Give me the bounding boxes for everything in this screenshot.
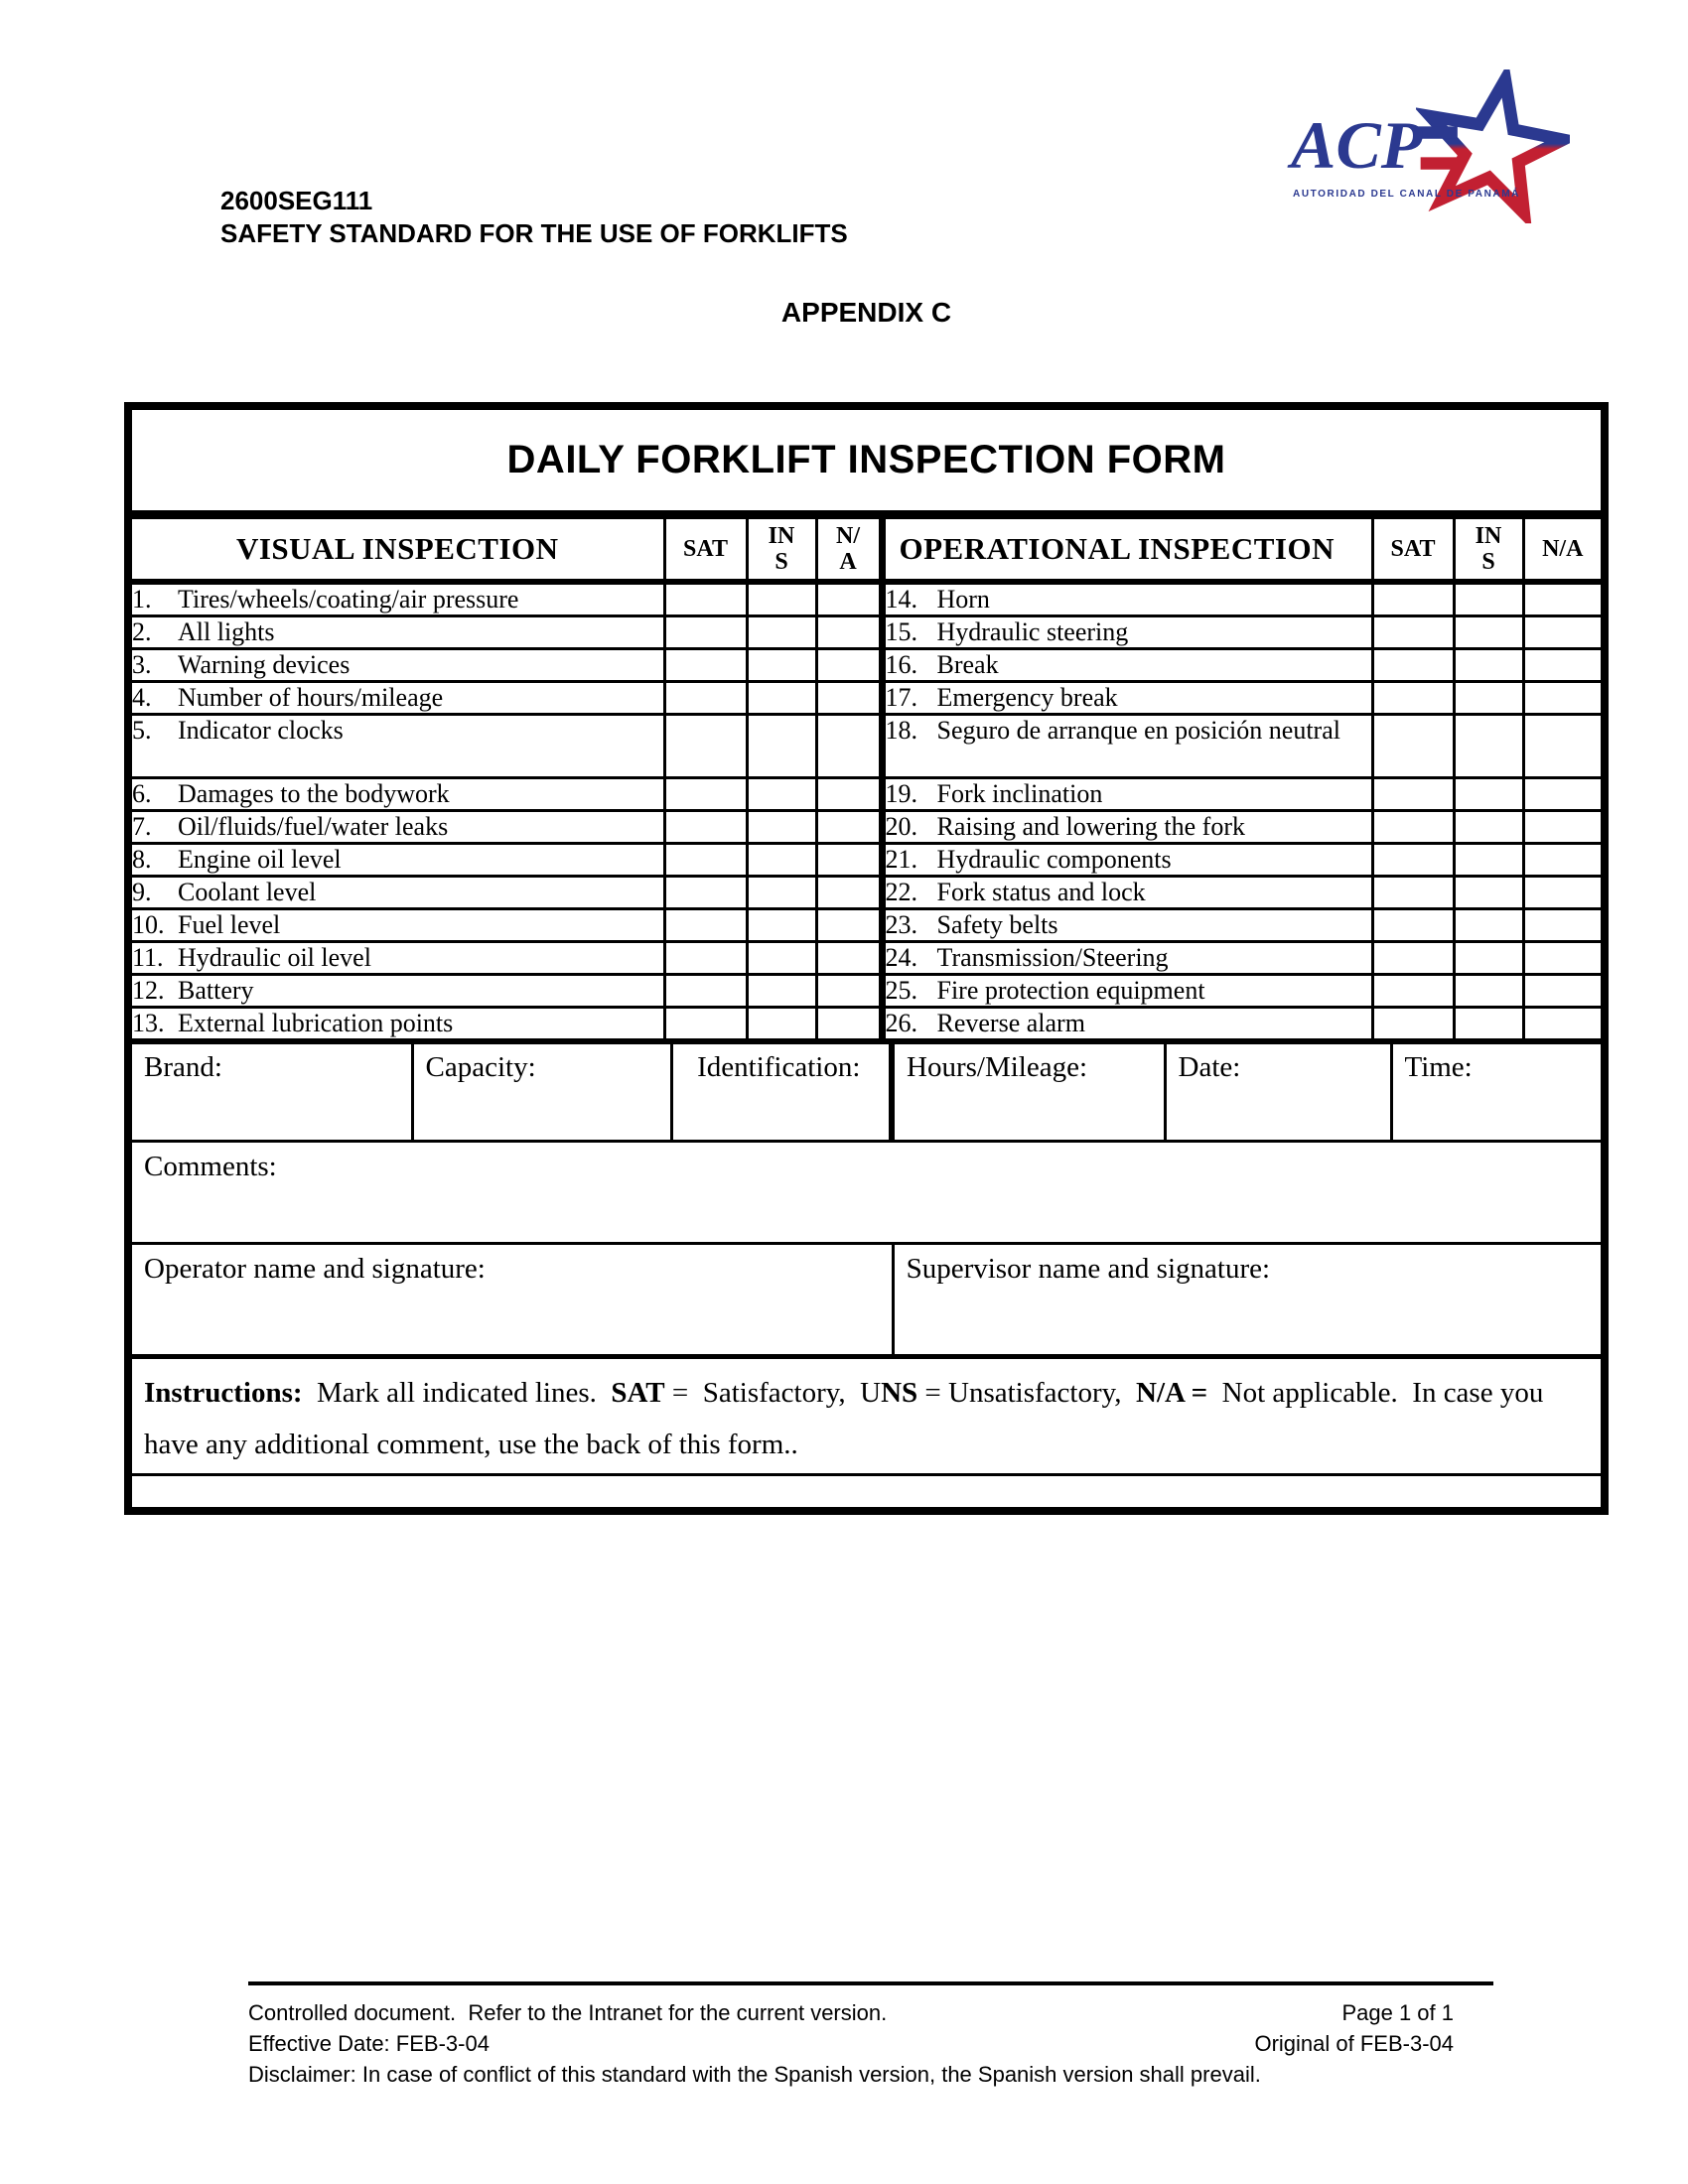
instructions: Instructions: Mark all indicated lines. SAT = Satisfactory, UNS = Unsatisfactory, N/A = Not applicable. In case you have any additional comment, use the back of this form..: [132, 1354, 1601, 1473]
table-row: [132, 1007, 1601, 1039]
sat-cell[interactable]: [1372, 648, 1454, 681]
operational-item-label: 15. Hydraulic steering: [882, 615, 1372, 648]
sat-cell[interactable]: [1372, 615, 1454, 648]
na-cell[interactable]: [1523, 908, 1601, 941]
ins-cell[interactable]: [747, 1007, 816, 1039]
table-row: [132, 908, 1601, 941]
ins-cell[interactable]: [1454, 1007, 1523, 1039]
na-cell[interactable]: [816, 714, 882, 777]
na-cell[interactable]: [1523, 974, 1601, 1007]
operational-item-label: 14. Horn: [882, 582, 1372, 616]
operational-item-label: 19. Fork inclination: [882, 777, 1372, 810]
ins-cell[interactable]: [747, 648, 816, 681]
operational-item-label: 16. Break: [882, 648, 1372, 681]
sat-cell[interactable]: [664, 876, 747, 908]
form-title: DAILY FORKLIFT INSPECTION FORM: [506, 438, 1226, 481]
hours-mileage-field[interactable]: Hours/Mileage:: [892, 1042, 1165, 1141]
sat-cell[interactable]: [664, 615, 747, 648]
blank-row: [132, 1473, 1601, 1508]
ins-cell[interactable]: [1454, 714, 1523, 777]
na-cell[interactable]: [816, 582, 882, 616]
ins-cell[interactable]: [1454, 908, 1523, 941]
sat-cell[interactable]: [1372, 681, 1454, 714]
na-cell[interactable]: [816, 615, 882, 648]
original-date: Original of FEB-3-04: [1254, 2031, 1454, 2056]
footer-line-3: [248, 2059, 1493, 2090]
ins-cell[interactable]: [1454, 974, 1523, 1007]
sat-cell[interactable]: [1372, 941, 1454, 974]
supervisor-signature-field[interactable]: [895, 1245, 1601, 1354]
info-fields-row: [132, 1042, 1601, 1141]
sat-cell[interactable]: [664, 714, 747, 777]
acp-star-icon: [1416, 69, 1570, 223]
sat-header: SAT: [1372, 518, 1454, 582]
ins-cell[interactable]: [1454, 777, 1523, 810]
visual-item-label: 3. Warning devices: [132, 648, 664, 681]
na-cell[interactable]: [1523, 876, 1601, 908]
effective-date: Effective Date: FEB-3-04: [248, 2031, 490, 2056]
ins-cell[interactable]: [747, 908, 816, 941]
na-cell[interactable]: [816, 941, 882, 974]
na-cell[interactable]: [816, 648, 882, 681]
sat-cell[interactable]: [664, 974, 747, 1007]
ins-cell[interactable]: [747, 810, 816, 843]
sat-cell[interactable]: [1372, 908, 1454, 941]
na-header: N/ A: [816, 518, 882, 582]
appendix-label: APPENDIX C: [780, 297, 952, 328]
ins-cell[interactable]: [1454, 681, 1523, 714]
sat-cell[interactable]: [664, 941, 747, 974]
page-footer: [248, 1997, 1493, 2090]
visual-item-label: 12. Battery: [132, 974, 664, 1007]
operational-inspection-header: OPERATIONAL INSPECTION: [882, 518, 1372, 582]
sat-cell[interactable]: [664, 810, 747, 843]
operator-signature-label: Operator name and signature:: [144, 1252, 486, 1285]
sat-cell[interactable]: [664, 1007, 747, 1039]
ins-cell[interactable]: [747, 777, 816, 810]
form-title-row: [132, 410, 1601, 516]
ins-header: IN S: [747, 518, 816, 582]
visual-inspection-header: VISUAL INSPECTION: [132, 518, 664, 582]
identification-field[interactable]: Identification:: [671, 1042, 892, 1141]
ins-cell[interactable]: [1454, 941, 1523, 974]
na-cell[interactable]: [816, 843, 882, 876]
na-cell[interactable]: [1523, 714, 1601, 777]
ins-header: IN S: [1454, 518, 1523, 582]
na-cell[interactable]: [816, 777, 882, 810]
sat-cell[interactable]: [1372, 582, 1454, 616]
instructions-label: Instructions:: [144, 1376, 303, 1409]
capacity-field[interactable]: Capacity:: [412, 1042, 671, 1141]
sat-cell[interactable]: [664, 582, 747, 616]
operational-item-label: 26. Reverse alarm: [882, 1007, 1372, 1039]
na-cell[interactable]: [1523, 1007, 1601, 1039]
table-row: [132, 681, 1601, 714]
sat-cell[interactable]: [1372, 843, 1454, 876]
visual-item-label: 11. Hydraulic oil level: [132, 941, 664, 974]
document-header: [220, 185, 848, 250]
ins-cell[interactable]: [747, 681, 816, 714]
visual-item-label: 9. Coolant level: [132, 876, 664, 908]
sat-header: SAT: [664, 518, 747, 582]
ins-cell[interactable]: [747, 714, 816, 777]
operational-item-label: 20. Raising and lowering the fork: [882, 810, 1372, 843]
na-header: N/A: [1523, 518, 1601, 582]
disclaimer: Disclaimer: In case of conflict of this standard with the Spanish version, the Spanish version shall prevail.: [248, 2062, 1261, 2087]
ins-cell[interactable]: [1454, 810, 1523, 843]
operational-item-label: 17. Emergency break: [882, 681, 1372, 714]
na-cell[interactable]: [1523, 810, 1601, 843]
inspection-table: [132, 516, 1601, 1041]
document-code: 2600SEG111: [220, 186, 373, 215]
comments-label: Comments:: [144, 1150, 277, 1182]
visual-item-label: 7. Oil/fluids/fuel/water leaks: [132, 810, 664, 843]
table-row: [132, 714, 1601, 777]
operational-item-label: 25. Fire protection equipment: [882, 974, 1372, 1007]
sat-cell[interactable]: [664, 681, 747, 714]
operational-item-label: 24. Transmission/Steering: [882, 941, 1372, 974]
na-cell[interactable]: [816, 681, 882, 714]
sat-cell[interactable]: [664, 843, 747, 876]
operator-signature-field[interactable]: [132, 1245, 895, 1354]
supervisor-signature-label: Supervisor name and signature:: [906, 1252, 1271, 1285]
visual-item-label: 8. Engine oil level: [132, 843, 664, 876]
ins-cell[interactable]: [747, 876, 816, 908]
acp-logo: [1291, 79, 1579, 213]
sat-cell[interactable]: [1372, 714, 1454, 777]
na-cell[interactable]: [1523, 681, 1601, 714]
ins-cell[interactable]: [747, 941, 816, 974]
footer-divider: [248, 1981, 1493, 1985]
visual-item-label: 2. All lights: [132, 615, 664, 648]
table-row: [132, 777, 1601, 810]
acp-logo-text: ACP: [1291, 107, 1423, 183]
operational-item-label: 22. Fork status and lock: [882, 876, 1372, 908]
na-cell[interactable]: [816, 876, 882, 908]
sat-cell[interactable]: [1372, 810, 1454, 843]
ins-cell[interactable]: [1454, 615, 1523, 648]
sat-cell[interactable]: [664, 777, 747, 810]
table-row: [132, 876, 1601, 908]
brand-field[interactable]: Brand:: [132, 1042, 412, 1141]
ins-cell[interactable]: [747, 974, 816, 1007]
na-cell[interactable]: [816, 908, 882, 941]
time-field[interactable]: Time:: [1391, 1042, 1601, 1141]
ins-cell[interactable]: [1454, 876, 1523, 908]
ins-cell[interactable]: [747, 843, 816, 876]
sat-cell[interactable]: [1372, 974, 1454, 1007]
na-cell[interactable]: [1523, 648, 1601, 681]
table-header-row: [132, 518, 1601, 582]
sat-cell[interactable]: [1372, 777, 1454, 810]
operational-item-label: 18. Seguro de arranque en posición neutral: [882, 714, 1372, 777]
na-cell[interactable]: [1523, 777, 1601, 810]
table-row: [132, 810, 1601, 843]
date-field[interactable]: Date:: [1165, 1042, 1391, 1141]
visual-item-label: 13. External lubrication points: [132, 1007, 664, 1039]
ins-cell[interactable]: [1454, 582, 1523, 616]
visual-item-label: 10. Fuel level: [132, 908, 664, 941]
na-cell[interactable]: [816, 810, 882, 843]
table-row: [132, 582, 1601, 616]
footer-line-2: [248, 2028, 1493, 2059]
comments-field[interactable]: [132, 1143, 1601, 1242]
inspection-form: [124, 402, 1609, 1515]
ins-cell[interactable]: [747, 582, 816, 616]
operational-item-label: 23. Safety belts: [882, 908, 1372, 941]
na-cell[interactable]: [816, 1007, 882, 1039]
na-cell[interactable]: [1523, 615, 1601, 648]
visual-item-label: 5. Indicator clocks: [132, 714, 664, 777]
operational-item-label: 21. Hydraulic components: [882, 843, 1372, 876]
sat-cell[interactable]: [1372, 1007, 1454, 1039]
sat-cell[interactable]: [664, 908, 747, 941]
ins-cell[interactable]: [1454, 843, 1523, 876]
na-cell[interactable]: [1523, 582, 1601, 616]
ins-cell[interactable]: [1454, 648, 1523, 681]
page-number: Page 1 of 1: [1341, 2000, 1454, 2025]
na-cell[interactable]: [816, 974, 882, 1007]
visual-item-label: 1. Tires/wheels/coating/air pressure: [132, 582, 664, 616]
document-title: SAFETY STANDARD FOR THE USE OF FORKLIFTS: [220, 218, 848, 248]
ins-cell[interactable]: [747, 615, 816, 648]
sat-cell[interactable]: [664, 648, 747, 681]
na-cell[interactable]: [1523, 843, 1601, 876]
table-row: [132, 615, 1601, 648]
footer-line-1: [248, 1997, 1493, 2028]
sat-cell[interactable]: [1372, 876, 1454, 908]
table-row: [132, 648, 1601, 681]
info-row: [132, 1041, 1601, 1143]
acp-logo-subtext: AUTORIDAD DEL CANAL DE PANAMÁ: [1293, 189, 1520, 200]
table-row: [132, 941, 1601, 974]
table-row: [132, 843, 1601, 876]
visual-item-label: 4. Number of hours/mileage: [132, 681, 664, 714]
na-cell[interactable]: [1523, 941, 1601, 974]
signature-row: [132, 1242, 1601, 1354]
visual-item-label: 6. Damages to the bodywork: [132, 777, 664, 810]
controlled-document-note: Controlled document. Refer to the Intranet for the current version.: [248, 2000, 888, 2025]
table-row: [132, 974, 1601, 1007]
